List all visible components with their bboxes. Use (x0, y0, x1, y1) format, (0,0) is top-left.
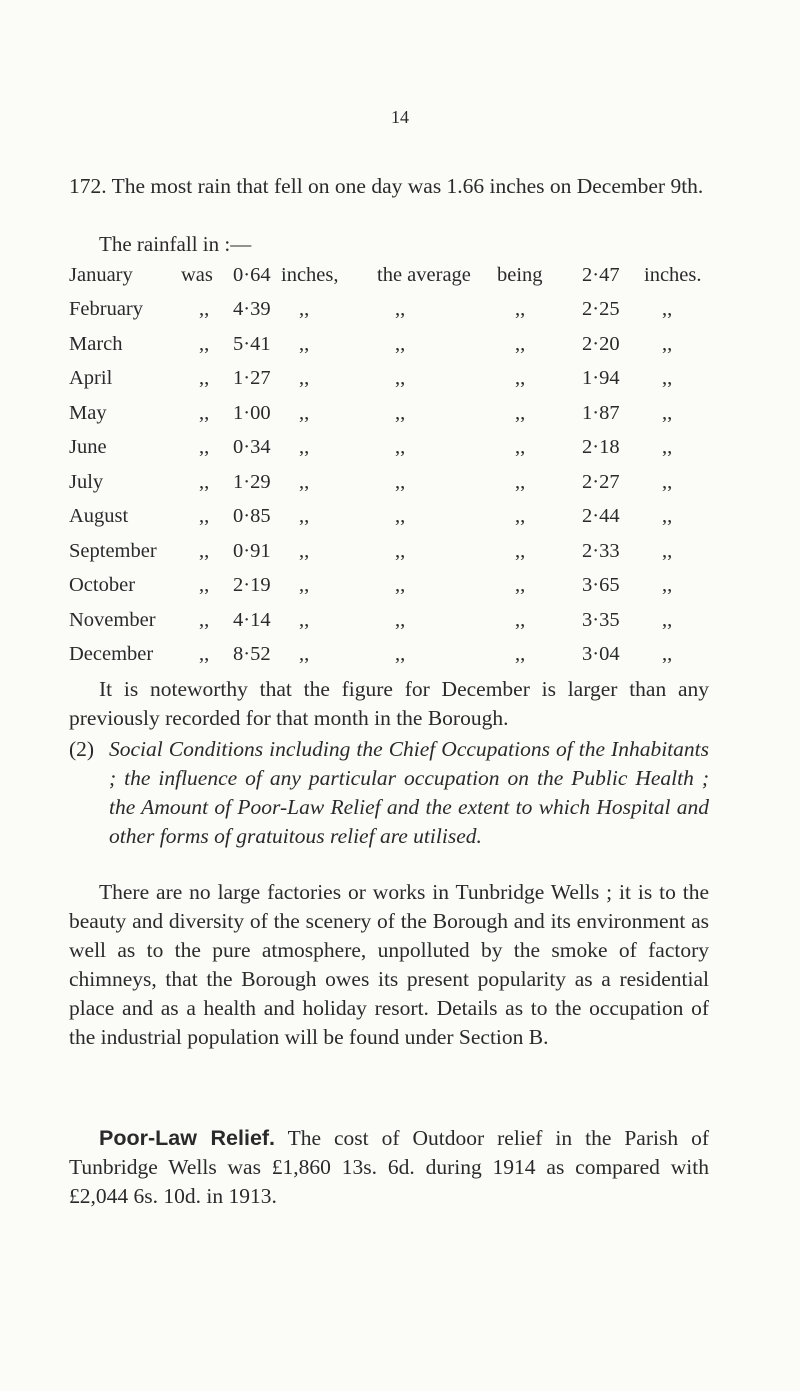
ditto-cell: ,, (299, 643, 310, 666)
section-heading: Social Conditions including the Chief Occupations of the Inhabitants ; the influence of any particular occupation on the Public Health ; the Amount of Poor-Law Relief and the extent to which Hospital and other forms of gratuitous relief are utilised. (109, 737, 709, 848)
average-value-cell: 3·35 (582, 608, 620, 631)
ditto-cell: ,, (515, 367, 526, 390)
ditto-cell: ,, (299, 436, 310, 459)
average-value-cell: 2·20 (582, 332, 620, 355)
ditto-cell: ,, (662, 539, 673, 562)
table-row (69, 500, 729, 535)
noteworthy-paragraph: It is noteworthy that the figure for December is larger than any previously recorded for that month in the Borough. (69, 677, 709, 730)
ditto-cell: ,, (199, 505, 210, 528)
section-2 (69, 735, 709, 848)
ditto-cell: ,, (662, 643, 673, 666)
ditto-cell: ,, (199, 574, 210, 597)
ditto-cell: ,, (395, 298, 406, 321)
ditto-cell: ,, (199, 298, 210, 321)
ditto-cell: ,, (515, 332, 526, 355)
table-row (69, 465, 729, 500)
ditto-cell: ,, (395, 643, 406, 666)
ditto-cell: ,, (395, 574, 406, 597)
month-cell: February (69, 298, 144, 321)
page-number: 14 (391, 107, 409, 127)
ditto-cell: ,, (395, 470, 406, 493)
average-value-cell: 2·27 (582, 470, 620, 493)
table-row (69, 569, 729, 604)
rainfall-value-cell: 4·39 (233, 298, 271, 321)
ditto-cell: ,, (662, 608, 673, 631)
average-value-cell: 2·18 (582, 436, 620, 459)
ditto-cell: ,, (395, 539, 406, 562)
factories-paragraph: There are no large factories or works in Tunbridge Wells ; it is to the beauty and diversity of the scenery of the Borough and its environment as well as to the pure atmosphere, unpolluted by the smoke of factory chimneys, that the Borough owes its present popularity as a residential place and as a health and holiday resort. Details as to the occupation of the industrial population will be found under Section B. (69, 880, 709, 1049)
ditto-cell: ,, (662, 436, 673, 459)
month-cell: September (69, 539, 157, 562)
poor-law-heading: Poor-Law Relief. (99, 1126, 276, 1150)
ditto-cell: ,, (515, 643, 526, 666)
month-cell: July (69, 470, 104, 493)
month-cell: June (69, 436, 107, 459)
ditto-cell: ,, (515, 574, 526, 597)
rainfall-value-cell: 0·34 (233, 436, 271, 459)
average-value-cell: 2·44 (582, 505, 620, 528)
ditto-cell: ,, (515, 436, 526, 459)
ditto-cell: ,, (515, 608, 526, 631)
month-cell: March (69, 332, 123, 355)
ditto-cell: ,, (515, 298, 526, 321)
table-row (69, 396, 729, 431)
table-row (69, 534, 729, 569)
rainfall-value-cell: 1·29 (233, 470, 271, 493)
ditto-cell: ,, (395, 367, 406, 390)
ditto-cell: ,, (662, 401, 673, 424)
rainfall-value-cell: 0·91 (233, 539, 271, 562)
average-label-cell: the average (377, 263, 471, 286)
ditto-cell: ,, (299, 332, 310, 355)
ditto-cell: ,, (515, 401, 526, 424)
intro-paragraph: 172. The most rain that fell on one day was 1.66 inches on December 9th. (69, 174, 704, 198)
ditto-cell: ,, (299, 401, 310, 424)
ditto-cell: ,, (662, 332, 673, 355)
ditto-cell: ,, (199, 436, 210, 459)
rainfall-lead: The rainfall in :— (99, 232, 252, 256)
ditto-cell: ,, (395, 401, 406, 424)
ditto-cell: ,, (662, 298, 673, 321)
ditto-cell: ,, (395, 608, 406, 631)
rainfall-value-cell: 8·52 (233, 643, 271, 666)
average-value-cell: 2·33 (582, 539, 620, 562)
poor-law-paragraph (69, 1124, 709, 1211)
rainfall-value-cell: 0·85 (233, 505, 271, 528)
month-cell: January (69, 263, 133, 286)
average-value-cell: 1·94 (582, 367, 620, 390)
table-row (69, 362, 729, 397)
average-value-cell: 2·25 (582, 298, 620, 321)
ditto-cell: ,, (299, 539, 310, 562)
ditto-cell: ,, (199, 401, 210, 424)
ditto-cell: ,, (299, 608, 310, 631)
ditto-cell: ,, (395, 436, 406, 459)
ditto-cell: ,, (395, 505, 406, 528)
ditto-cell: ,, (199, 539, 210, 562)
ditto-cell: ,, (199, 643, 210, 666)
table-row (69, 293, 729, 328)
section-number: (2) (69, 737, 95, 761)
rainfall-table (69, 258, 729, 672)
ditto-cell: ,, (662, 505, 673, 528)
month-cell: August (69, 505, 129, 528)
unit-cell: inches, (281, 263, 339, 286)
ditto-cell: ,, (515, 505, 526, 528)
was-cell: was (181, 263, 213, 286)
rainfall-value-cell: 2·19 (233, 574, 271, 597)
ditto-cell: ,, (299, 298, 310, 321)
rainfall-value-cell: 1·00 (233, 401, 271, 424)
ditto-cell: ,, (515, 539, 526, 562)
rainfall-value-cell: 0·64 (233, 263, 271, 286)
table-row (69, 431, 729, 466)
table-row (69, 603, 729, 638)
ditto-cell: ,, (662, 470, 673, 493)
month-cell: April (69, 367, 113, 390)
rainfall-value-cell: 1·27 (233, 367, 271, 390)
ditto-cell: ,, (515, 470, 526, 493)
ditto-cell: ,, (299, 367, 310, 390)
average-value-cell: 3·04 (582, 643, 620, 666)
average-value-cell: 3·65 (582, 574, 620, 597)
ditto-cell: ,, (299, 470, 310, 493)
table-row (69, 327, 729, 362)
table-row (69, 258, 729, 293)
average-value-cell: 2·47 (582, 263, 620, 286)
ditto-cell: ,, (199, 332, 210, 355)
being-cell: being (497, 263, 543, 286)
ditto-cell: ,, (299, 505, 310, 528)
month-cell: December (69, 643, 154, 666)
ditto-cell: ,, (199, 367, 210, 390)
poor-law-text: The cost of Outdoor relief in the Parish of Tunbridge Wells was £1,860 13s. 6d. during 1914 as compared with £2,044 6s. 10d. in 1913. (69, 1126, 709, 1208)
rainfall-value-cell: 5·41 (233, 332, 271, 355)
ditto-cell: ,, (199, 470, 210, 493)
ditto-cell: ,, (662, 574, 673, 597)
rainfall-value-cell: 4·14 (233, 608, 271, 631)
average-value-cell: 1·87 (582, 401, 620, 424)
ditto-cell: ,, (662, 367, 673, 390)
average-unit-cell: inches. (644, 263, 702, 286)
ditto-cell: ,, (395, 332, 406, 355)
month-cell: October (69, 574, 136, 597)
month-cell: May (69, 401, 107, 424)
month-cell: November (69, 608, 156, 631)
table-row (69, 638, 729, 673)
ditto-cell: ,, (199, 608, 210, 631)
ditto-cell: ,, (299, 574, 310, 597)
